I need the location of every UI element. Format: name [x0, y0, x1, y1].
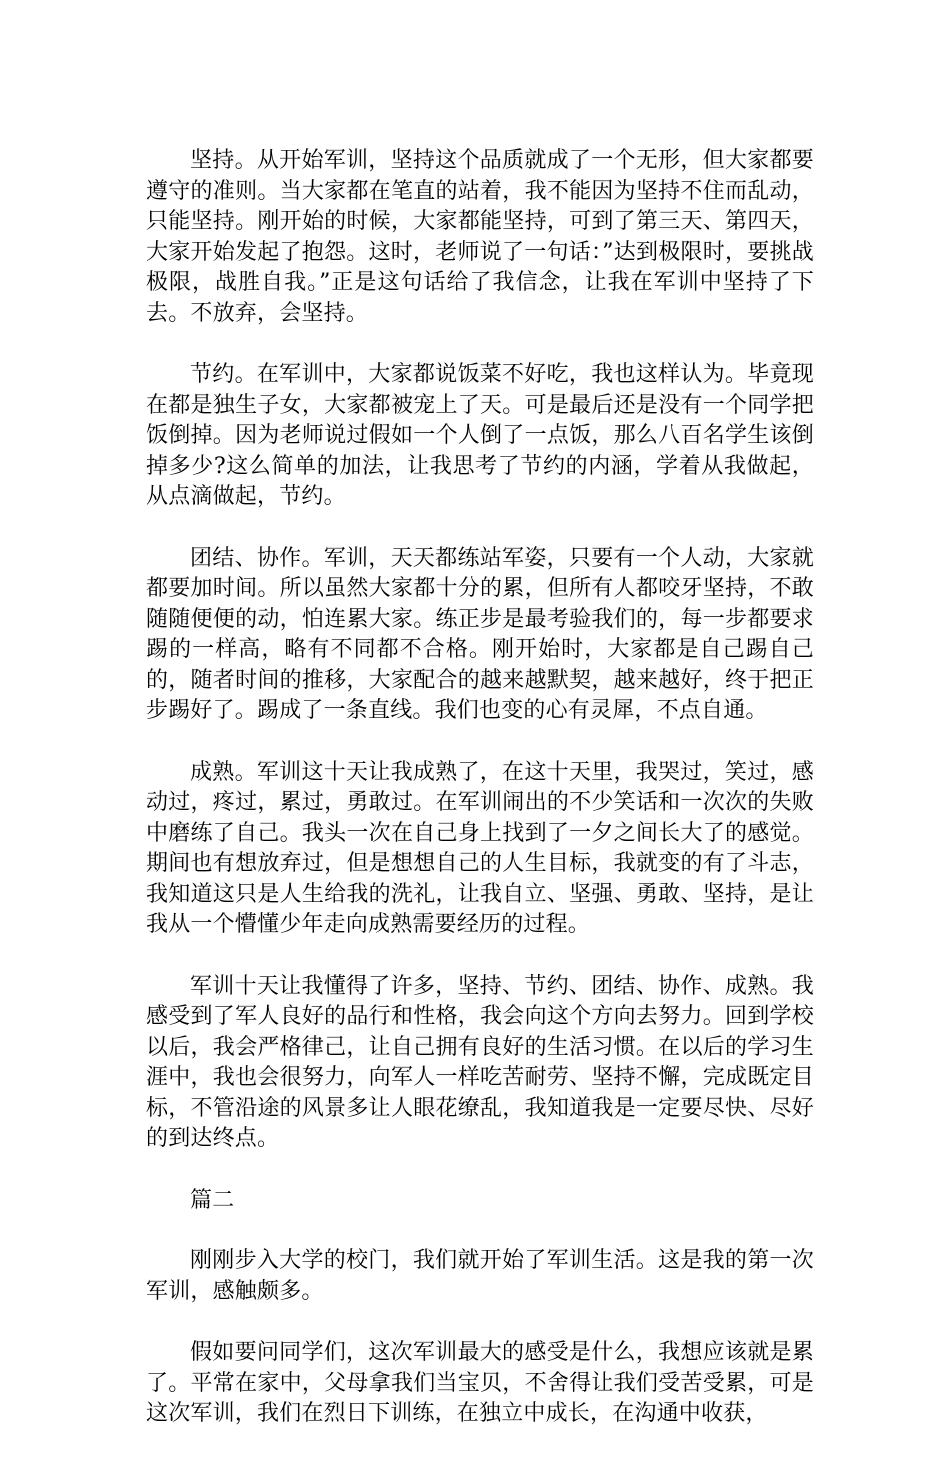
paragraph-unity: 团结、协作。军训，天天都练站军姿，只要有一个人动，大家就都要加时间。所以虽然大家都十分的累，但所有人都咬牙坚持，不敢随随便便的动，怕连累大家。练正步是最考验我们的，每一步都要求踢的一样高，略有不同都不合格。刚开始时，大家都是自己踢自己的，随者时间的推移，大家配合的越来越默契，越来越好，终于把正步踢好了。踢成了一条直线。我们也变的心有灵犀，不点自通。 — [146, 545, 814, 723]
document-page — [146, 146, 814, 1461]
section-heading: 篇二 — [190, 1187, 235, 1213]
paragraph-persistence: 坚持。从开始军训，坚持这个品质就成了一个无形，但大家都要遵守的准则。当大家都在笔直的站着，我不能因为坚持不住而乱动，只能坚持。刚开始的时候，大家都能坚持，可到了第三天、第四天，大家开始发起了抱怨。这时，老师说了一句话：”达到极限时，要挑战极限，战胜自我。”正是这句话给了我信念，让我在军训中坚持了下去。不放弃，会坚持。 — [146, 148, 814, 326]
paragraph-feeling: 假如要问同学们，这次军训最大的感受是什么，我想应该就是累了。平常在家中，父母拿我们当宝贝，不舍得让我们受苦受累，可是这次军训，我们在烈日下训练，在独立中成长，在沟通中收获， — [146, 1340, 814, 1426]
paragraph-summary: 军训十天让我懂得了许多，坚持、节约、团结、协作、成熟。我感受到了军人良好的品行和性格，我会向这个方向去努力。回到学校以后，我会严格律己，让自己拥有良好的生活习惯。在以后的学习生涯中，我也会很努力，向军人一样吃苦耐劳、坚持不懈，完成既定目标，不管沿途的风景多让人眼花缭乱，我知道我是一定要尽快、尽好的到达终点。 — [146, 973, 814, 1151]
paragraph-maturity: 成熟。军训这十天让我成熟了，在这十天里，我哭过，笑过，感动过，疼过，累过，勇敢过。在军训闹出的不少笑话和一次次的失败中磨练了自己。我头一次在自己身上找到了一夕之间长大了的感觉。期间也有想放弃过，但是想想自己的人生目标，我就变的有了斗志，我知道这只是人生给我的洗礼，让我自立、坚强、勇敢、坚持，是让我从一个懵懂少年走向成熟需要经历的过程。 — [146, 759, 814, 937]
paragraph-intro: 刚刚步入大学的校门，我们就开始了军训生活。这是我的第一次军训，感触颇多。 — [146, 1248, 814, 1304]
paragraph-frugality: 节约。在军训中，大家都说饭菜不好吃，我也这样认为。毕竟现在都是独生子女，大家都被宠上了天。可是最后还是没有一个同学把饭倒掉。因为老师说过假如一个人倒了一点饭，那么八百名学生该倒掉多少?这么简单的加法，让我思考了节约的内涵，学着从我做起，从点滴做起，节约。 — [146, 362, 814, 509]
